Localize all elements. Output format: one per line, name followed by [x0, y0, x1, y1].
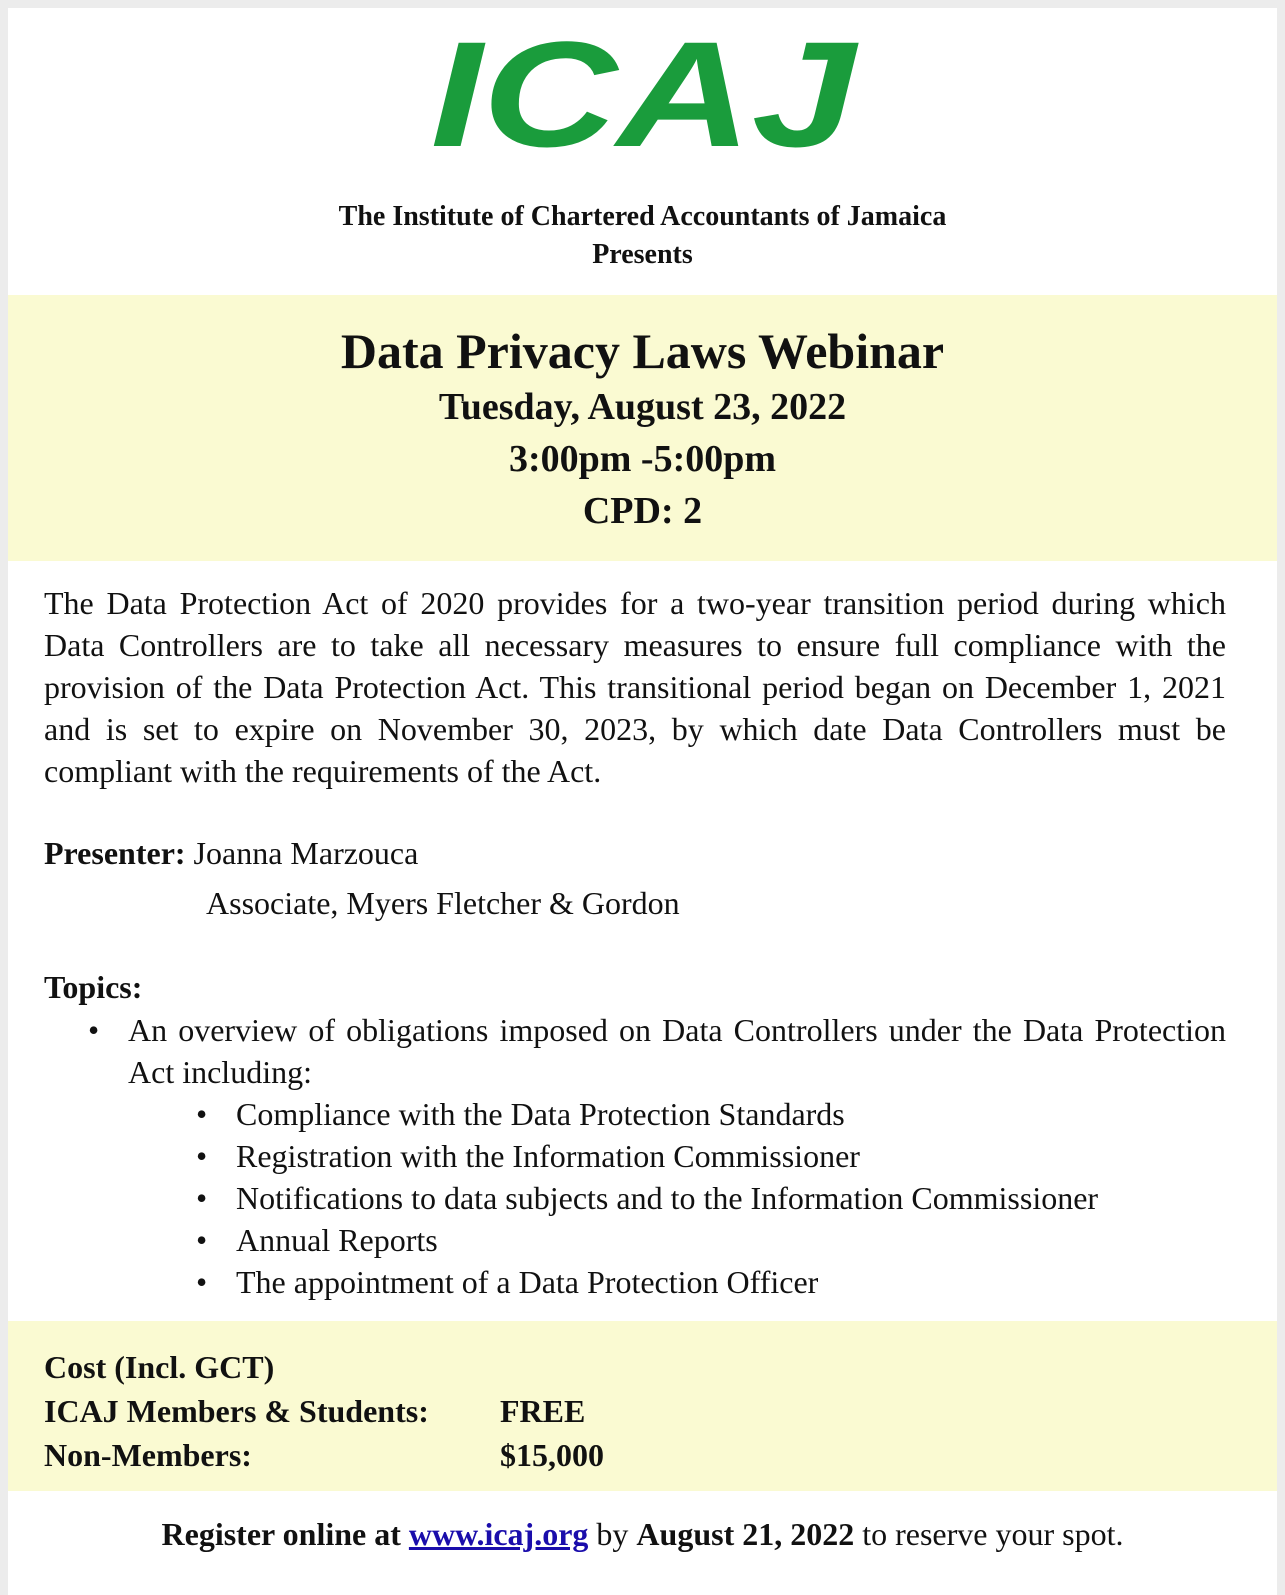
sub-topic-text: Registration with the Information Commissioner — [236, 1138, 860, 1174]
sub-topics-list — [196, 1093, 1226, 1303]
cost-label: Non-Members: — [44, 1437, 252, 1473]
cost-table — [44, 1345, 604, 1477]
presenter-name: Joanna Marzouca — [193, 835, 419, 871]
register-deadline: August 21, 2022 — [636, 1516, 855, 1552]
register-line — [8, 1513, 1277, 1555]
sub-topic-text: The appointment of a Data Protection Officer — [236, 1264, 819, 1300]
bullet-icon: • — [196, 1138, 208, 1174]
cost-value: $15,000 — [500, 1437, 604, 1473]
register-link[interactable]: www.icaj.org — [408, 1516, 589, 1552]
bullet-icon: • — [88, 1012, 100, 1048]
cost-banner — [8, 1321, 1277, 1491]
cost-label: ICAJ Members & Students: — [44, 1393, 429, 1429]
bullet-icon: • — [196, 1096, 208, 1132]
flyer-page — [8, 8, 1277, 1595]
event-banner — [8, 295, 1277, 561]
event-time: 3:00pm -5:00pm — [508, 438, 777, 480]
bullet-icon: • — [196, 1264, 208, 1300]
sub-topic-item — [196, 1093, 1226, 1135]
sub-topic-item — [196, 1219, 1226, 1261]
topics-heading: Topics: — [44, 969, 143, 1005]
bullet-icon: • — [196, 1180, 208, 1216]
sub-topic-item — [196, 1135, 1226, 1177]
sub-topic-item — [196, 1261, 1226, 1303]
sub-topic-text: Notifications to data subjects and to the Information Commissioner — [236, 1180, 1099, 1216]
sub-topic-text: Annual Reports — [236, 1222, 438, 1258]
register-suffix: to reserve your spot. — [862, 1516, 1124, 1552]
event-title: Data Privacy Laws Webinar — [340, 323, 945, 379]
cost-row-members — [44, 1389, 604, 1433]
cost-row-non-members — [44, 1433, 604, 1477]
sub-topic-text: Compliance with the Data Protection Standards — [236, 1096, 845, 1132]
presenter-section — [44, 828, 680, 928]
icaj-logo-text: ICAJ — [430, 26, 859, 156]
event-description: The Data Protection Act of 2020 provides for a two-year transition period during which Data Controllers are to take all necessary measures to ensure full compliance with the provision of the Data Protection Act. This transitional period began on December 1, 2021 and is set to expire on November 30, 2023, by which date Data Controllers must be compliant with the requirements of the Act. — [44, 585, 1226, 789]
topic-item-text: An overview of obligations imposed on Data Controllers under the Data Protection Act including: — [128, 1012, 1226, 1090]
cost-value: FREE — [500, 1393, 586, 1429]
icaj-logo — [8, 26, 1277, 176]
org-header — [8, 198, 1277, 274]
bullet-icon: • — [196, 1222, 208, 1258]
sub-topic-item — [196, 1177, 1226, 1219]
event-cpd: CPD: 2 — [582, 490, 703, 532]
topic-item-overview — [88, 1009, 1226, 1303]
cost-heading: Cost (Incl. GCT) — [44, 1349, 275, 1385]
register-by: by — [596, 1516, 629, 1552]
org-name: The Institute of Chartered Accountants of Jamaica — [338, 201, 947, 232]
register-prefix: Register online at — [161, 1516, 401, 1552]
presents-text: Presents — [592, 239, 693, 270]
presenter-label: Presenter: — [44, 835, 186, 871]
icaj-logo-graphic — [423, 26, 863, 156]
event-date: Tuesday, August 23, 2022 — [438, 386, 847, 428]
presenter-role: Associate, Myers Fletcher & Gordon — [206, 885, 680, 921]
topics-list — [88, 1009, 1226, 1303]
